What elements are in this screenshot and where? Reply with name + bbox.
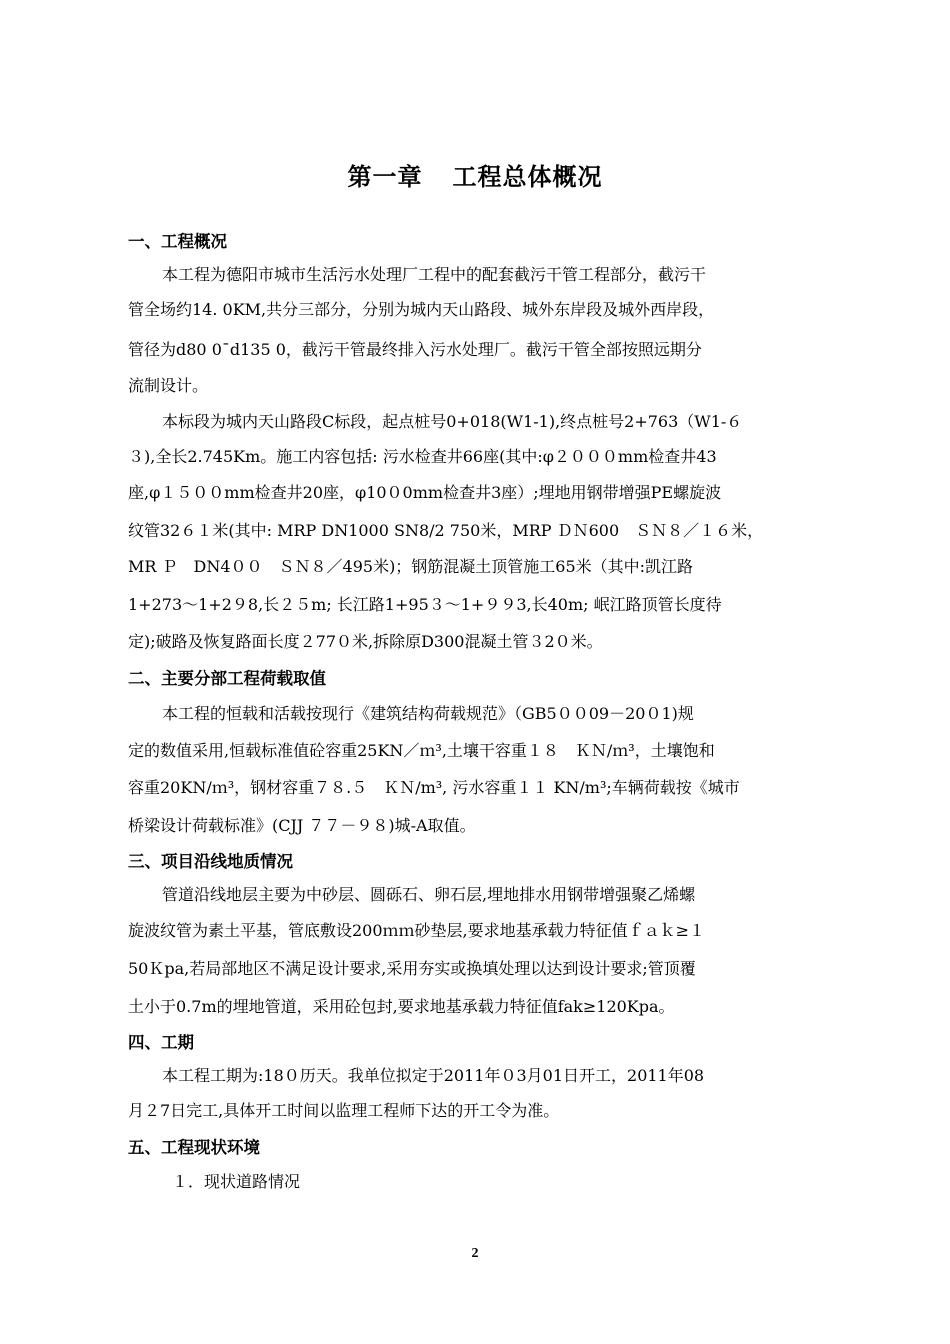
paragraph-line: 旋波纹管为素土平基，管底敷设200ｍｍ砂垫层,要求地基承载力特征值ｆａｋ≥１ (128, 921, 706, 940)
paragraph-line: 纹管32６１米(其中: MRP DN1000 SN8/2 750米，MRP ＤＮ600 ＳＮ８／１６米， (128, 521, 764, 540)
paragraph-line: 管道沿线地层主要为中砂层、圆砾石、卵石层,埋地排水用钢带增强聚乙烯螺 (162, 885, 696, 904)
chapter-name: 工程总体概况 (452, 163, 603, 191)
paragraph-line: MR Ｐ DN4００ ＳＮ８／495米)；钢筋混凝土顶管施工65米（其中:凯江路 (128, 557, 694, 576)
paragraph-line: 本工程的恒载和活载按现行《建筑结构荷载规范》（GB5００09－20０1)规 (162, 704, 694, 723)
chapter-number: 第一章 (347, 163, 423, 191)
chapter-title (0, 157, 950, 192)
paragraph-line: 1+273～1+2９8,长２５m; 长江路1+95３～1+９９3,长40m; 岷江路顶管长度待 (128, 595, 722, 614)
paragraph-line: 管全场约14. 0KM,共分三部分，分别为城内天山路段、城外东岸段及城外西岸段， (128, 300, 715, 319)
page-number: 2 (471, 1246, 479, 1261)
section-heading-5: 五、工程现状环境 (128, 1138, 260, 1157)
paragraph-line: 本标段为城内天山路段C标段，起点桩号0+018(W1-1),终点桩号2+763（W1-６ (162, 412, 743, 431)
paragraph-line: 本工程为德阳市城市生活污水处理厂工程中的配套截污干管工程部分，截污干 (162, 265, 707, 284)
paragraph-line: 流制设计。 (128, 376, 209, 395)
paragraph-line: 管径为d80 0¯d135 0，截污干管最终排入污水处理厂。截污干管全部按照远期分 (128, 340, 702, 359)
paragraph-line: 定);破路及恢复路面长度２77０米,拆除原D300混凝土管３2０米。 (128, 632, 603, 651)
paragraph-line: 50Ｋpa,若局部地区不满足设计要求,采用夯实或换填处理以达到设计要求;管顶覆 (128, 959, 696, 978)
paragraph-line: 月２7日完工,具体开工时间以监理工程师下达的开工令为准。 (128, 1101, 560, 1120)
paragraph-line: 土小于0.7m的埋地管道，采用砼包封,要求地基承载力特征值fak≥120Kpa。 (128, 997, 675, 1016)
section-heading-4: 四、工期 (128, 1033, 194, 1052)
paragraph-line: 桥梁设计荷载标准》(CJJ ７７－９８)城-A取值。 (128, 816, 476, 835)
section-heading-2: 二、主要分部工程荷载取值 (128, 669, 326, 688)
section-heading-3: 三、项目沿线地质情况 (128, 852, 293, 871)
paragraph-line: ３),全长2.745Km。施工内容包括: 污水检查井66座(其中:φ２０００mm检查井43 (128, 447, 717, 466)
section-heading-1: 一、工程概况 (128, 232, 227, 251)
paragraph-line: 定的数值采用,恒载标准值砼容重25KN／ｍ³,土壤干容重１８ ＫＮ/ｍ³，土壤饱和 (128, 741, 715, 760)
paragraph-line: 本工程工期为:18０历天。我单位拟定于2011年０3月01日开工，2011年08 (162, 1066, 705, 1085)
paragraph-line: 容重20KN/ｍ³，钢材容重７８.５ ＫＮ/m³, 污水容重１１ KN/m³;车辆荷载按《城市 (128, 778, 740, 797)
subsection-item: １．现状道路情况 (172, 1172, 301, 1191)
paragraph-line: 座,φ１５００mm检查井20座，φ10０0mm检查井3座）;埋地用钢带增强PE螺旋波 (128, 483, 722, 502)
